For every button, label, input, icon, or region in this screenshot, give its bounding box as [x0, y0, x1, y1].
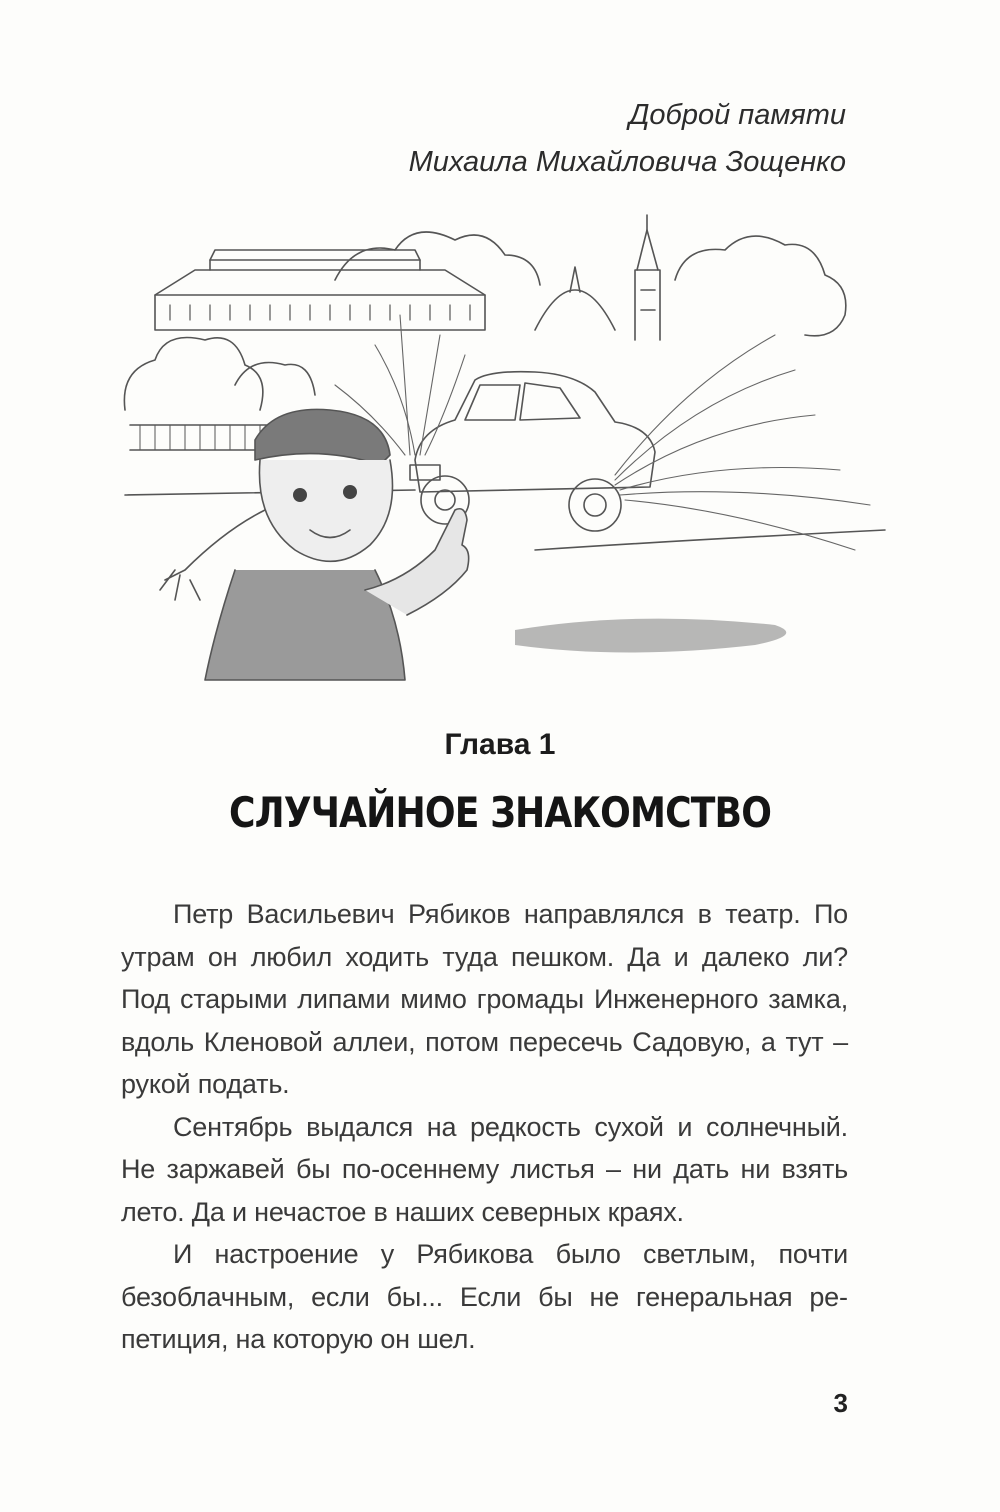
- page-number: 3: [833, 1388, 848, 1418]
- paragraph: И настроение у Рябикова было светлым, почти безоблачным, если бы... Если бы не генеральная репетиция, на которую он шел.: [121, 1239, 848, 1354]
- paragraph: Сентябрь выдался на редкость сухой и солнечный. Не заржавей бы по-осеннему листья – ни дать ни взять лето. Да и нечастое в наших северных краях.: [121, 1111, 848, 1227]
- street-scene-illustration: [115, 210, 900, 710]
- chapter-title: СЛУЧАЙНОЕ ЗНАКОМСТВО: [228, 788, 772, 837]
- dedication-line-2: Михаила Михайловича Зощенко: [408, 146, 846, 178]
- dedication: [409, 92, 846, 186]
- chapter-number: Глава 1: [444, 728, 556, 761]
- chapter-text: [121, 893, 848, 1361]
- dedication-line-1: Доброй памяти: [628, 99, 846, 131]
- paragraph: Петр Васильевич Рябиков направлялся в театр. По утрам он любил ходить туда пешком. Да и далеко ли? Под старыми липами мимо громады Инженерного замка, вдоль Кленовой аллеи, потом пересечь Садовую, а тут – рукой подать.: [121, 899, 848, 1099]
